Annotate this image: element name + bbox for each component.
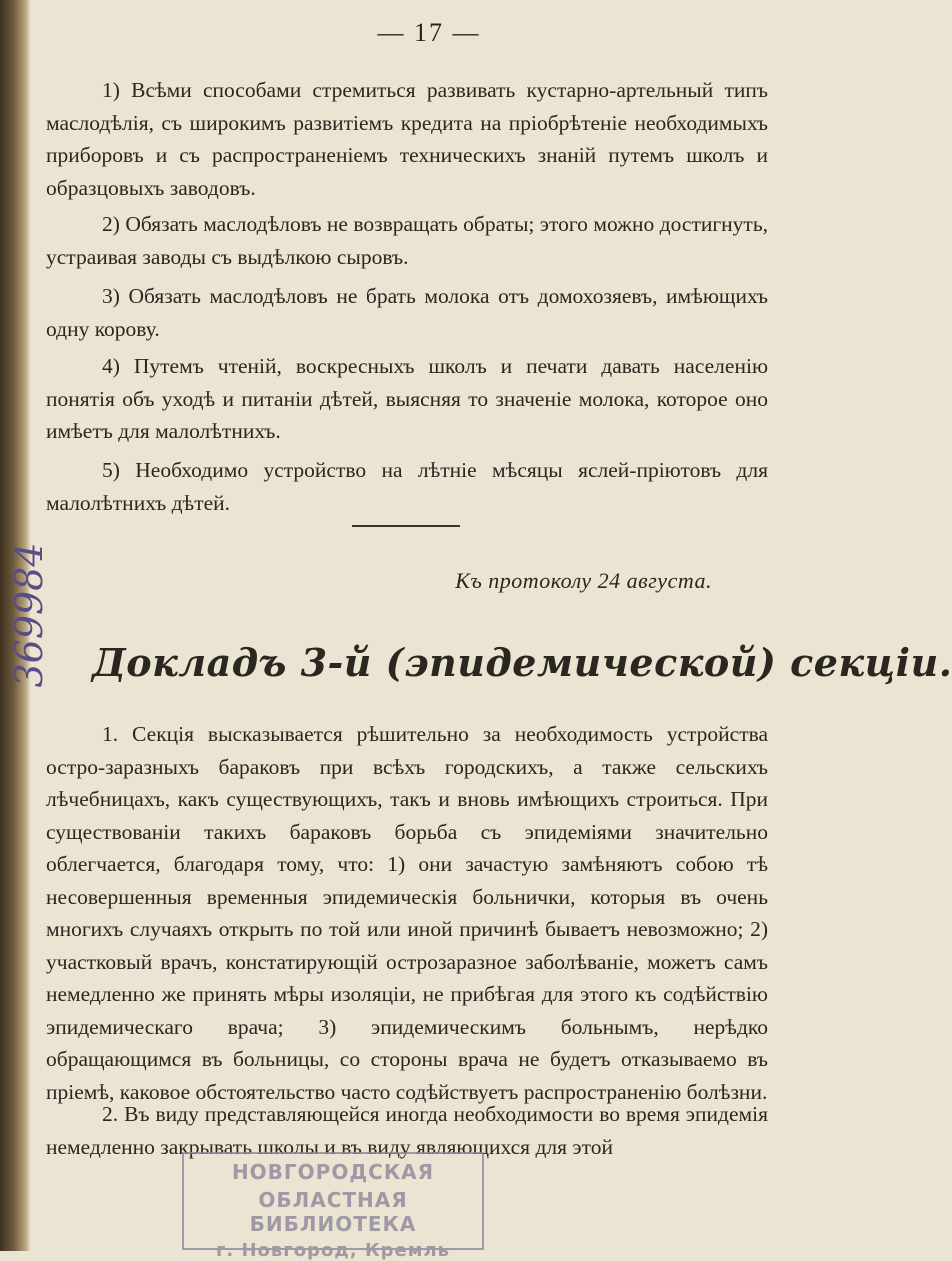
- report-paragraph-2: 2. Въ виду представляющейся иногда необходимости во время эпидемія немедленно закрывать школы и въ виду являющихся для этой: [46, 1102, 768, 1159]
- handwritten-inventory-number: [7, 500, 72, 730]
- resolution-item-1: 1) Всѣми способами стремиться развивать кустарно-артельный типъ маслодѣлія, съ широкимъ развитіемъ кредита на пріобрѣтеніе необходимыхъ приборовъ и съ распространеніемъ техническихъ знаній путемъ школъ и образцовыхъ заводовъ.: [46, 78, 768, 200]
- resolution-item-4: 4) Путемъ чтеній, воскресныхъ школъ и печати давать населенію понятія объ уходѣ и питаніи дѣтей, выясняя то значеніе молока, которое оно имѣетъ для малолѣтнихъ.: [46, 354, 768, 443]
- library-stamp: [182, 1152, 484, 1261]
- resolution-item-2: 2) Обязать маслодѣловъ не возвращать обраты; этого можно достигнуть, устраивая заводы съ выдѣлкою сыровъ.: [46, 212, 768, 269]
- protocol-note: Къ протоколу 24 августа.: [455, 568, 712, 593]
- report-paragraph-1: 1. Секція высказывается рѣшительно за необходимость устройства остро-заразныхъ бараковъ при всѣхъ городскихъ, а также сельскихъ лѣчебницахъ, какъ существующихъ, такъ и вновь имѣющихъ строиться. При существованіи такихъ бараковъ борьба съ эпидеміями значительно облегчается, благодаря тому, что: 1) они зачастую замѣняютъ собою тѣ несовершенныя временныя эпидемическія больнички, которыя въ очень многихъ случаяхъ открыть по той или иной причинѣ бываетъ невозможно; 2) участковый врачъ, констатирующій острозаразное заболѣваніе, можетъ самъ немедленно же принять мѣры изоляціи, не прибѣгая для этого къ содѣйствію эпидемическаго врача; 3) эпидемическимъ больнымъ, нерѣдко обращающимся въ больницы, со стороны врача не будетъ отказываемо въ пріемѣ, каковое обстоятельство часто содѣйствуетъ распространенію болѣзни.: [46, 722, 768, 1104]
- stamp-line-1: НОВГОРОДСКАЯ: [231, 1160, 435, 1184]
- resolution-item-5: 5) Необходимо устройство на лѣтніе мѣсяцы яслей-пріютовъ для малолѣтнихъ дѣтей.: [46, 458, 768, 515]
- stamp-line-2: ОБЛАСТНАЯ БИБЛИОТЕКА: [249, 1188, 417, 1236]
- stamp-line-3: г. Новгород, Кремль: [215, 1240, 451, 1261]
- page-number: — 17 —: [377, 18, 481, 47]
- section-divider: [352, 525, 460, 527]
- resolution-item-3: 3) Обязать маслодѣловъ не брать молока отъ домохозяевъ, имѣющихъ одну корову.: [46, 284, 768, 341]
- section-heading: Докладъ 3-й (эпидемической) секціи.: [92, 640, 952, 685]
- svg-text:369984: 369984: [7, 542, 51, 688]
